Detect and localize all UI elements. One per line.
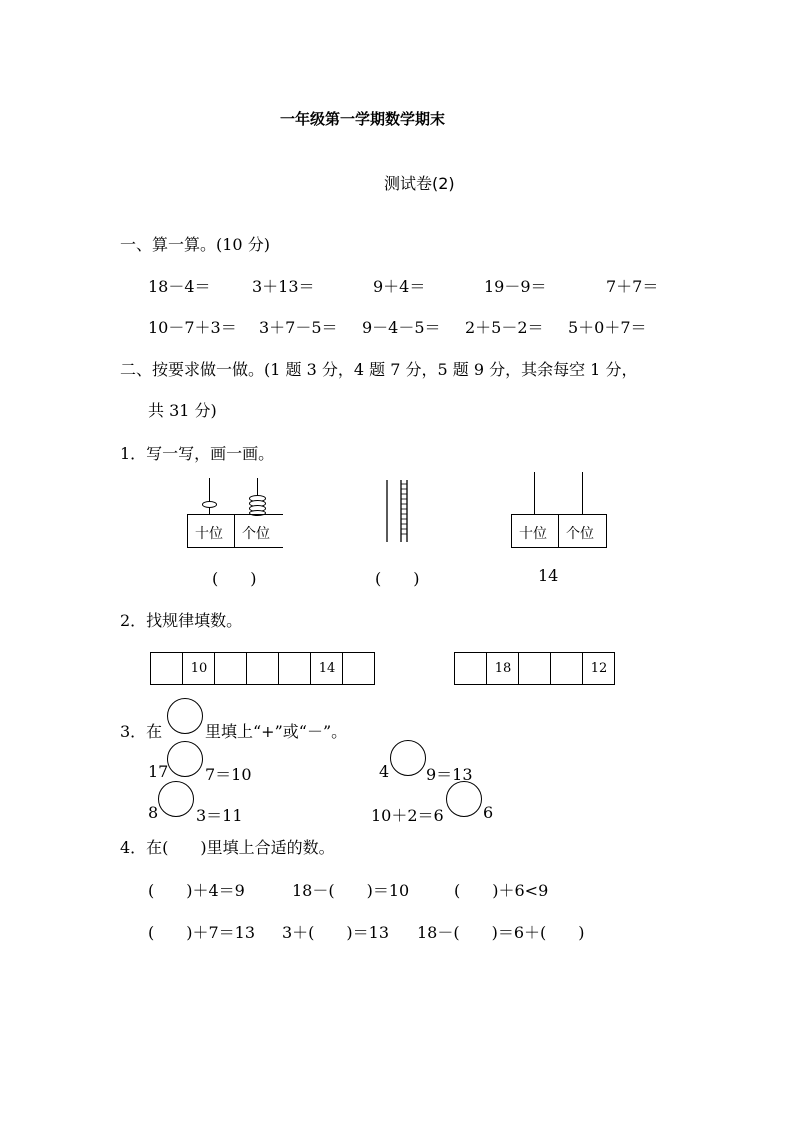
q3-e2-right: 9＝13: [426, 765, 473, 784]
q3-e3-right: 3＝11: [196, 806, 243, 825]
q4-r1-3: ( )＋6<9: [454, 881, 549, 900]
q3-label-end: 里填上“+”或“－”。: [205, 722, 348, 741]
tens-label-1: 十位: [195, 526, 223, 542]
sequence-2-cell-5: 12: [590, 661, 608, 676]
calc-1-5: 7＋7＝: [606, 277, 659, 296]
q3-e3-left: 8: [148, 803, 159, 822]
q1-blank-2[interactable]: ( ): [375, 569, 420, 588]
q3-label-start: 3．在: [120, 722, 163, 741]
operator-circle-2[interactable]: [390, 740, 426, 776]
ones-label-2: 个位: [566, 526, 594, 542]
q1-label: 1．写一写，画一画。: [120, 444, 275, 463]
operator-circle-example: [167, 698, 203, 734]
calc-2-3: 9－4－5＝: [362, 318, 441, 337]
calc-2-5: 5＋0＋7＝: [568, 318, 647, 337]
q1-number: 14: [538, 566, 559, 585]
ones-label-1: 个位: [242, 526, 270, 542]
section2-heading: 二、按要求做一做。(1 题 3 分，4 题 7 分，5 题 9 分，其余每空 1 分，: [120, 360, 638, 379]
calc-2-4: 2＋5－2＝: [465, 318, 544, 337]
calc-2-1: 10－7＋3＝: [148, 318, 237, 337]
sequence-1-cell-6: 14: [318, 661, 336, 676]
q3-e1-left: 17: [148, 762, 169, 781]
q4-r2-2: 3＋( )＝13: [282, 923, 390, 942]
q4-r1-1: ( )＋4＝9: [148, 881, 245, 900]
q3-e1-right: 7＝10: [205, 765, 252, 784]
calc-1-2: 3＋13＝: [252, 277, 315, 296]
calc-1-4: 19－9＝: [484, 277, 547, 296]
calc-1-1: 18－4＝: [148, 277, 211, 296]
operator-circle-4[interactable]: [446, 781, 482, 817]
q3-e2-left: 4: [379, 762, 390, 781]
operator-circle-1[interactable]: [167, 741, 203, 777]
sequence-2: [454, 652, 615, 685]
sequence-2-cell-2: 18: [494, 661, 512, 676]
calc-2-2: 3＋7－5＝: [259, 318, 338, 337]
q4-r1-2: 18－( )＝10: [292, 881, 410, 900]
q1-blank-1[interactable]: ( ): [212, 569, 257, 588]
page-title: 一年级第一学期数学期末: [280, 110, 446, 128]
q4-r2-3: 18－( )＝6＋( ): [417, 923, 585, 942]
calc-1-3: 9＋4＝: [373, 277, 426, 296]
q4-r2-1: ( )＋7＝13: [148, 923, 256, 942]
sequence-1-cell-2: 10: [190, 661, 208, 676]
tens-label-2: 十位: [519, 526, 547, 542]
tens-bead: [202, 501, 217, 508]
sequence-1: [150, 652, 375, 685]
operator-circle-3[interactable]: [158, 781, 194, 817]
q3-e4-left: 10＋2＝6: [371, 806, 444, 825]
q2-label: 2．找规律填数。: [120, 611, 243, 630]
section2-heading-cont: 共 31 分): [148, 401, 217, 420]
q3-e4-right: 6: [483, 803, 494, 822]
q4-label: 4．在( )里填上合适的数。: [120, 838, 335, 857]
page-subtitle: 测试卷(2): [384, 174, 455, 193]
section1-heading: 一、算一算。(10 分): [120, 235, 270, 254]
